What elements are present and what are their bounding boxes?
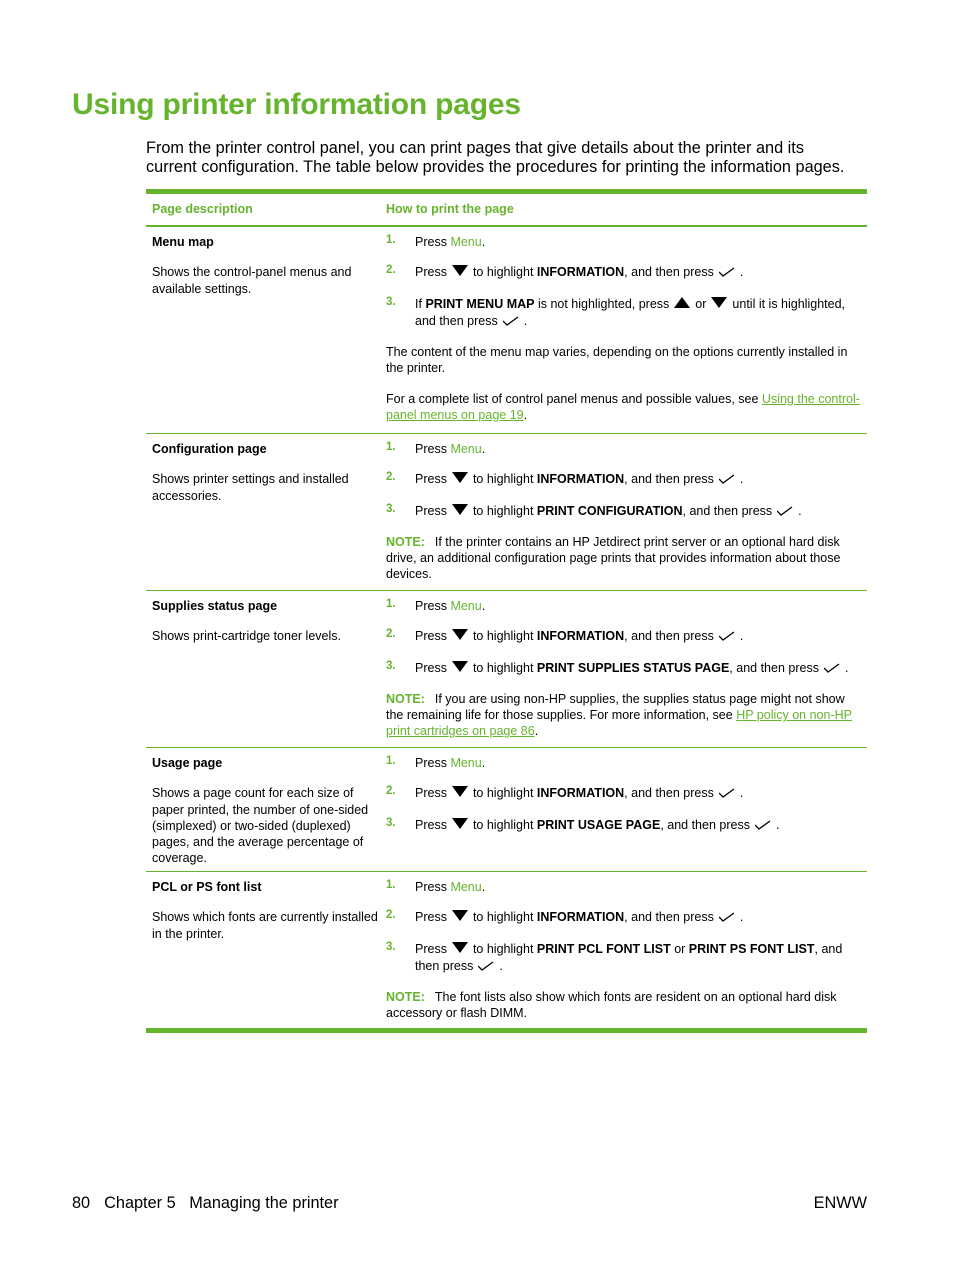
menu-button-text: Menu	[450, 235, 482, 249]
checkmark-icon	[719, 910, 735, 926]
step-item: 2. Press to highlight INFORMATION, and then press .	[386, 909, 861, 926]
step-item: 2. Press to highlight INFORMATION, and then press .	[386, 264, 861, 281]
table-row	[146, 433, 867, 590]
table-row	[146, 227, 867, 433]
step-item: 2. Press to highlight INFORMATION, and then press .	[386, 471, 861, 488]
table-row	[146, 871, 867, 1028]
row-name: Configuration page	[152, 442, 267, 456]
row-description: Shows a page count for each size of paper printed, the number of one-sided (simplexed) or two-sided (duplexed) pages, and the average percentage of coverage.	[152, 786, 369, 866]
header-how-to-print: How to print the page	[386, 202, 514, 216]
checkmark-icon	[503, 314, 519, 330]
step-item: 3. Press to highlight PRINT CONFIGURATION, and then press .	[386, 503, 861, 520]
row-name: Menu map	[152, 235, 214, 249]
down-arrow-icon	[452, 818, 468, 834]
down-arrow-icon	[711, 297, 727, 313]
down-arrow-icon	[452, 942, 468, 958]
note: NOTE: If you are using non-HP supplies, the supplies status page might not show the remaining life for those supplies. For more information, see HP policy on non-HP print cartridges on page 86.	[386, 691, 852, 739]
step-item: 3. Press to highlight PRINT USAGE PAGE, and then press .	[386, 817, 861, 834]
step-item: 2. Press to highlight INFORMATION, and then press .	[386, 785, 861, 802]
table-header	[146, 194, 867, 227]
page-number: 80	[72, 1194, 91, 1212]
checkmark-icon	[478, 959, 494, 975]
checkmark-icon	[824, 661, 840, 677]
page-title: Using printer information pages	[72, 88, 521, 121]
down-arrow-icon	[452, 265, 468, 281]
down-arrow-icon	[452, 786, 468, 802]
step-item: 3. Press to highlight PRINT PCL FONT LIST or PRINT PS FONT LIST, and then press .	[386, 941, 861, 976]
menu-button-text: Menu	[450, 599, 482, 613]
row-name: Usage page	[152, 756, 223, 770]
checkmark-icon	[777, 504, 793, 520]
down-arrow-icon	[452, 910, 468, 926]
link-control-panel-menus[interactable]: Using the control-panel menus on page 19	[386, 391, 860, 423]
footer-left	[72, 1194, 353, 1213]
row-name: PCL or PS font list	[152, 880, 262, 894]
up-arrow-icon	[674, 297, 690, 313]
step-item: 1. Press Menu.	[386, 598, 486, 613]
footer-right: ENWW	[813, 1194, 867, 1212]
checkmark-icon	[719, 265, 735, 281]
step-item: 2. Press to highlight INFORMATION, and then press .	[386, 628, 861, 645]
row-description: Shows which fonts are currently installed in the printer.	[152, 910, 378, 941]
down-arrow-icon	[452, 504, 468, 520]
info-pages-table	[146, 189, 867, 1033]
checkmark-icon	[719, 786, 735, 802]
table-row	[146, 747, 867, 871]
step-item: 1. Press Menu.	[386, 234, 486, 249]
menu-button-text: Menu	[450, 880, 482, 894]
step-item: 3. If PRINT MENU MAP is not highlighted, press or until it is highlighted, and then press .	[386, 296, 861, 331]
menu-button-text: Menu	[450, 756, 482, 770]
row-paragraph: For a complete list of control panel menus and possible values, see Using the control-panel menus on page 19.	[386, 391, 860, 423]
link-hp-policy[interactable]: HP policy on non-HP print cartridges on page 86	[386, 708, 852, 739]
checkmark-icon	[719, 629, 735, 645]
checkmark-icon	[755, 818, 771, 834]
chapter-title: Chapter 5 Managing the printer	[104, 1194, 339, 1212]
row-description: Shows printer settings and installed accessories.	[152, 472, 349, 503]
row-description: Shows the control-panel menus and available settings.	[152, 265, 352, 296]
menu-button-text: Menu	[450, 442, 482, 456]
step-item: 3. Press to highlight PRINT SUPPLIES STATUS PAGE, and then press .	[386, 660, 861, 677]
header-page-description: Page description	[152, 202, 253, 216]
step-item: 1. Press Menu.	[386, 879, 486, 894]
step-item: 1. Press Menu.	[386, 755, 486, 770]
note: NOTE: The font lists also show which fonts are resident on an optional hard disk accessory or flash DIMM.	[386, 990, 837, 1021]
checkmark-icon	[719, 472, 735, 488]
step-item: 1. Press Menu.	[386, 441, 486, 456]
table-row	[146, 590, 867, 747]
down-arrow-icon	[452, 472, 468, 488]
down-arrow-icon	[452, 629, 468, 645]
row-paragraph: The content of the menu map varies, depending on the options currently installed in the printer.	[386, 345, 848, 376]
down-arrow-icon	[452, 661, 468, 677]
note: NOTE: If the printer contains an HP Jetdirect print server or an optional hard disk drive, an additional configuration page prints that provides information about those devices.	[386, 534, 841, 582]
intro-paragraph: From the printer control panel, you can print pages that give details about the printer and its current configuration. The table below provides the procedures for printing the information pages.	[146, 139, 845, 176]
row-description: Shows print-cartridge toner levels.	[152, 629, 341, 644]
row-name: Supplies status page	[152, 599, 278, 613]
